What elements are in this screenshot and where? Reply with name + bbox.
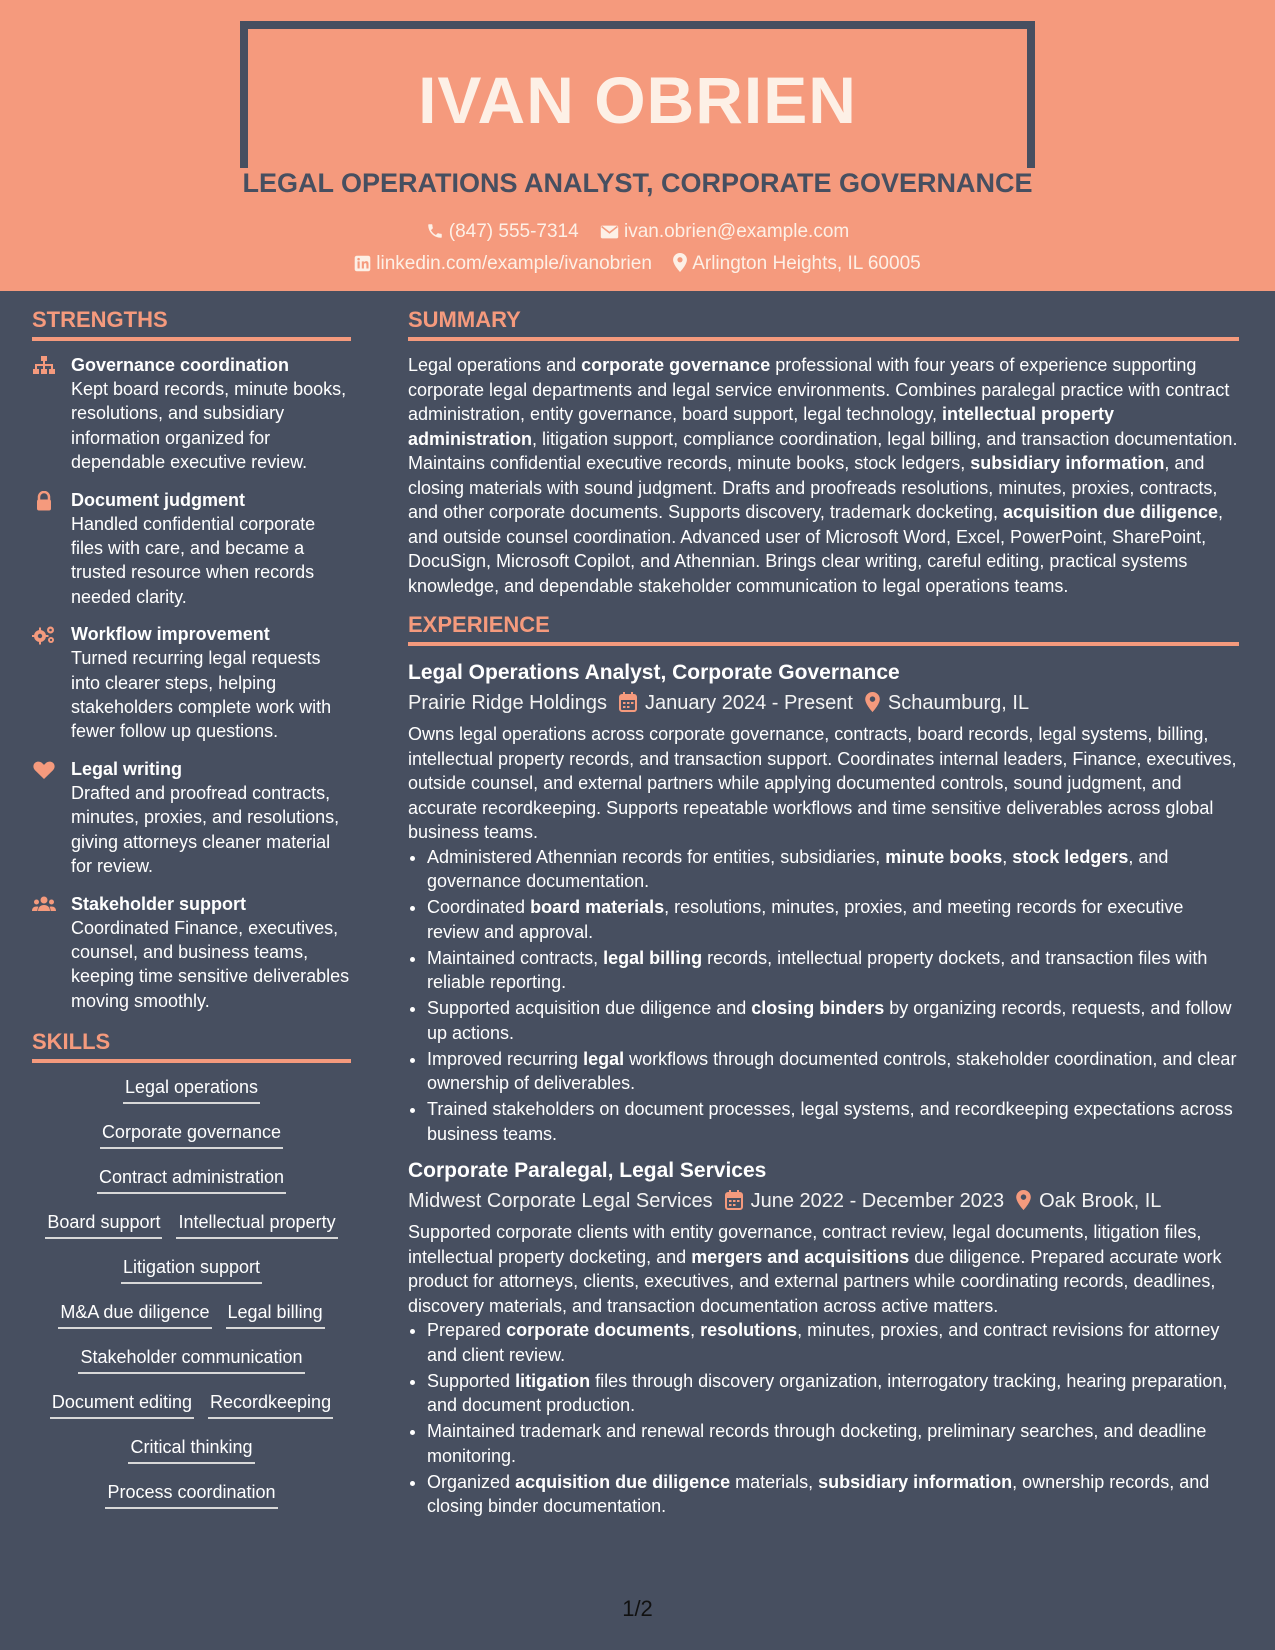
map-pin-icon — [673, 253, 687, 272]
bullet-bold: stock ledgers — [1012, 846, 1129, 867]
strength-text: Handled confidential corporate files with care, and became a trusted resource when records needed clarity. — [71, 513, 316, 607]
job-description-bold: mergers and acquisitions — [691, 1246, 910, 1267]
bullet-text: , — [1002, 846, 1013, 867]
bullet-text: workflows through documented controls, stakeholder coordination, and clear ownership of deliverables. — [427, 1048, 1237, 1093]
skill-tag: Legal operations — [123, 1075, 260, 1104]
job-entry — [408, 1156, 1239, 1519]
bullet-text: files through discovery organization, interrogatory tracking, hearing preparation, and document production. — [427, 1370, 1228, 1415]
calendar-icon — [619, 692, 637, 712]
skill-row — [32, 1165, 351, 1210]
bullet-bold: litigation — [515, 1370, 591, 1391]
skill-row — [32, 1390, 351, 1435]
bullet-bold: resolutions — [700, 1320, 798, 1340]
summary-text: Legal operations and — [408, 355, 582, 375]
bullet-bold: closing binders — [751, 998, 885, 1018]
bullet-text: Supported — [427, 1370, 516, 1391]
contact-row-2 — [0, 252, 1275, 276]
bullet-text: Trained stakeholders on document processes, legal systems, and recordkeeping expectations across business teams. — [427, 1099, 1233, 1144]
left-column — [32, 305, 351, 1525]
bullet-item — [427, 895, 1239, 944]
bullet-text: Administered Athennian records for entities, subsidiaries, — [427, 846, 886, 867]
bullet-item — [427, 1419, 1239, 1468]
job-company: Midwest Corporate Legal Services — [408, 1190, 713, 1212]
job-bullets — [408, 845, 1239, 1147]
bullet-text: , ownership records, and closing binder documentation. — [427, 1471, 1210, 1516]
skill-row — [32, 1210, 351, 1255]
map-pin-icon — [865, 692, 880, 712]
strength-text: Drafted and proofread contracts, minutes, proxies, and resolutions, giving attorneys cleaner material for review. — [71, 782, 340, 877]
bullet-text: by organizing records, requests, and follow up actions. — [427, 998, 1232, 1043]
location-contact — [673, 252, 921, 276]
skill-tag: M&A due diligence — [58, 1300, 211, 1329]
skill-row — [32, 1300, 351, 1345]
summary-text — [408, 353, 1239, 598]
strength-item — [32, 353, 351, 475]
bullet-text: Coordinated — [427, 897, 531, 917]
job-location: Oak Brook, IL — [1039, 1190, 1162, 1212]
job-title-headline — [0, 166, 1275, 200]
bullet-text: Supported acquisition due diligence and — [427, 998, 752, 1018]
job-dates: January 2024 - Present — [644, 692, 853, 714]
envelope-icon — [600, 224, 619, 240]
job-description-text: Supported corporate clients with entity governance, contract review, legal documents, litigation files, intellectual property docketing, and — [408, 1222, 1202, 1267]
bullet-text: , — [690, 1320, 701, 1340]
linkedin-text: linkedin.com/example/ivanobrien — [376, 253, 652, 274]
job-description — [408, 722, 1239, 845]
bullet-bold: subsidiary information — [818, 1471, 1013, 1492]
bullet-item — [427, 996, 1239, 1045]
bullet-bold: corporate documents — [506, 1320, 691, 1340]
job-title: Legal Operations Analyst, Corporate Governance — [408, 661, 900, 684]
candidate-name: IVAN OBRIEN — [418, 63, 857, 137]
calendar-icon — [725, 1190, 743, 1210]
bullet-text: records, intellectual property dockets, and transaction files with reliable reporting. — [427, 947, 1208, 992]
linkedin-contact[interactable] — [354, 252, 652, 276]
experience-list — [408, 658, 1239, 1519]
heart-icon — [32, 760, 56, 780]
skill-row — [32, 1120, 351, 1165]
strength-title: Governance coordination — [71, 355, 290, 375]
gears-icon — [32, 625, 56, 645]
job-company: Prairie Ridge Holdings — [408, 692, 607, 714]
skill-row — [32, 1480, 351, 1525]
skill-tag: Corporate governance — [100, 1120, 283, 1149]
skills-heading: SKILLS — [32, 1027, 351, 1063]
email-text: ivan.obrien@example.com — [623, 221, 850, 242]
skill-tag: Critical thinking — [128, 1435, 254, 1464]
strength-item — [32, 622, 351, 744]
map-pin-icon — [1016, 1190, 1031, 1210]
phone-text: (847) 555-7314 — [448, 221, 579, 242]
skill-tag: Process coordination — [105, 1480, 277, 1509]
bullet-text: Organized — [427, 1471, 516, 1492]
bullet-bold: minute books — [885, 846, 1003, 867]
bullet-text: , minutes, proxies, and contract revisions for attorney and client review. — [427, 1320, 1220, 1365]
skill-row — [32, 1255, 351, 1300]
bullet-item — [427, 946, 1239, 995]
job-bullets — [408, 1318, 1239, 1519]
strength-text: Kept board records, minute books, resolutions, and subsidiary information organized for dependable executive review. — [71, 379, 347, 473]
bullet-item — [427, 1097, 1239, 1146]
header-band — [0, 0, 1275, 291]
summary-bold: corporate governance — [581, 355, 771, 375]
strength-title: Workflow improvement — [71, 624, 270, 645]
bullet-text: Maintained contracts, — [427, 947, 604, 968]
users-icon — [32, 895, 56, 915]
bullet-text: Improved recurring — [427, 1048, 584, 1069]
sitemap-icon — [32, 356, 56, 376]
bullet-bold: board materials — [530, 897, 665, 917]
skill-tag: Intellectual property — [176, 1210, 337, 1239]
contact-row-1 — [0, 220, 1275, 244]
skills-list — [32, 1075, 351, 1525]
job-title: Corporate Paralegal, Legal Services — [408, 1159, 767, 1182]
bullet-item — [427, 1318, 1239, 1367]
skill-tag: Litigation support — [121, 1255, 262, 1284]
bullet-text: Prepared — [427, 1320, 507, 1340]
bullet-item — [427, 1369, 1239, 1418]
skill-tag: Board support — [45, 1210, 162, 1239]
skill-tag: Document editing — [50, 1390, 194, 1419]
job-entry — [408, 658, 1239, 1146]
email-contact[interactable] — [600, 220, 849, 244]
job-dates: June 2022 - December 2023 — [750, 1190, 1005, 1212]
strength-title: Stakeholder support — [71, 893, 247, 914]
skill-row — [32, 1435, 351, 1480]
strength-item — [32, 757, 351, 879]
skill-tag: Legal billing — [226, 1300, 325, 1329]
summary-bold: subsidiary information — [970, 453, 1165, 473]
bullet-bold: acquisition due diligence — [515, 1471, 731, 1492]
bullet-text: , resolutions, minutes, proxies, and meeting records for executive review and approval. — [427, 897, 1184, 942]
job-description-text: Owns legal operations across corporate governance, contracts, board records, legal systems, billing, intellectual property records, and transaction support. Coordinates internal leaders, Finance, executives, outside counsel, and external partners while applying documented controls, sound judgment, and accurate recordkeeping. Supports repeatable workflows and time sensitive deliverables across global business teams. — [408, 724, 1237, 842]
strengths-list — [32, 353, 351, 1013]
linkedin-icon — [354, 255, 371, 272]
job-location: Schaumburg, IL — [887, 692, 1030, 714]
job-meta — [408, 1186, 1239, 1216]
skill-tag: Stakeholder communication — [78, 1345, 304, 1374]
summary-text: , and closing materials with sound judgment. Drafts and proofreads resolutions, minutes, proxies, contracts, and other corporate documents. Supports discovery, trademark docketing, — [408, 453, 1218, 522]
bullet-item — [427, 1470, 1239, 1519]
job-title-text: LEGAL OPERATIONS ANALYST, CORPORATE GOVERNANCE — [230, 168, 1044, 198]
strength-title: Document judgment — [71, 489, 245, 510]
job-meta — [408, 688, 1239, 718]
summary-heading: SUMMARY — [408, 305, 1239, 341]
location-text: Arlington Heights, IL 60005 — [692, 253, 921, 274]
bullet-item — [427, 1047, 1239, 1096]
skill-row — [32, 1075, 351, 1120]
strengths-heading: STRENGTHS — [32, 305, 351, 341]
strength-text: Turned recurring legal requests into clearer steps, helping stakeholders complete work with fewer follow up questions. — [71, 648, 332, 742]
summary-bold: intellectual property administration — [408, 404, 1115, 449]
job-description — [408, 1220, 1239, 1318]
right-column — [408, 305, 1239, 1520]
skill-tag: Contract administration — [97, 1165, 286, 1194]
bullet-text: , and governance documentation. — [427, 846, 1169, 891]
bullet-item — [427, 845, 1239, 894]
bullet-text: Maintained trademark and renewal records through docketing, preliminary searches, and deadline monitoring. — [427, 1421, 1207, 1466]
bullet-text: materials, — [730, 1471, 819, 1492]
lock-icon — [32, 491, 56, 511]
experience-heading: EXPERIENCE — [408, 610, 1239, 646]
page-indicator: 1/2 — [622, 1596, 653, 1621]
summary-text: , and outside counsel coordination. Advanced user of Microsoft Word, Excel, PowerPoint, SharePoint, DocuSign, Microsoft Copilot, and Athennian. Brings clear writing, careful editing, practical systems knowledge, and dependable stakeholder communication to legal operations teams. — [408, 502, 1224, 596]
strength-title: Legal writing — [71, 758, 183, 779]
strength-text: Coordinated Finance, executives, counsel, and business teams, keeping time sensitive deliverables moving smoothly. — [71, 917, 350, 1011]
summary-text: professional with four years of experience supporting corporate legal departments and legal service environments. Combines paralegal practice with contract administration, entity governance, board support, legal technology, — [408, 355, 1230, 424]
bullet-bold: legal billing — [603, 947, 703, 968]
summary-text: , litigation support, compliance coordination, legal billing, and transaction documentation. Maintains confidential executive records, minute books, stock ledgers, — [408, 428, 1238, 473]
bullet-bold: legal — [583, 1048, 625, 1069]
skill-row — [32, 1345, 351, 1390]
phone-icon — [426, 222, 444, 240]
strength-item — [32, 488, 351, 610]
job-description-text: due diligence. Prepared accurate work product for attorneys, clients, executives, and external partners while coordinating records, deadlines, discovery materials, and transaction documentation across active matters. — [408, 1246, 1222, 1316]
phone-contact[interactable] — [426, 220, 579, 244]
strength-item — [32, 892, 351, 1014]
summary-bold: acquisition due diligence — [1002, 502, 1219, 522]
skill-tag: Recordkeeping — [208, 1390, 333, 1419]
